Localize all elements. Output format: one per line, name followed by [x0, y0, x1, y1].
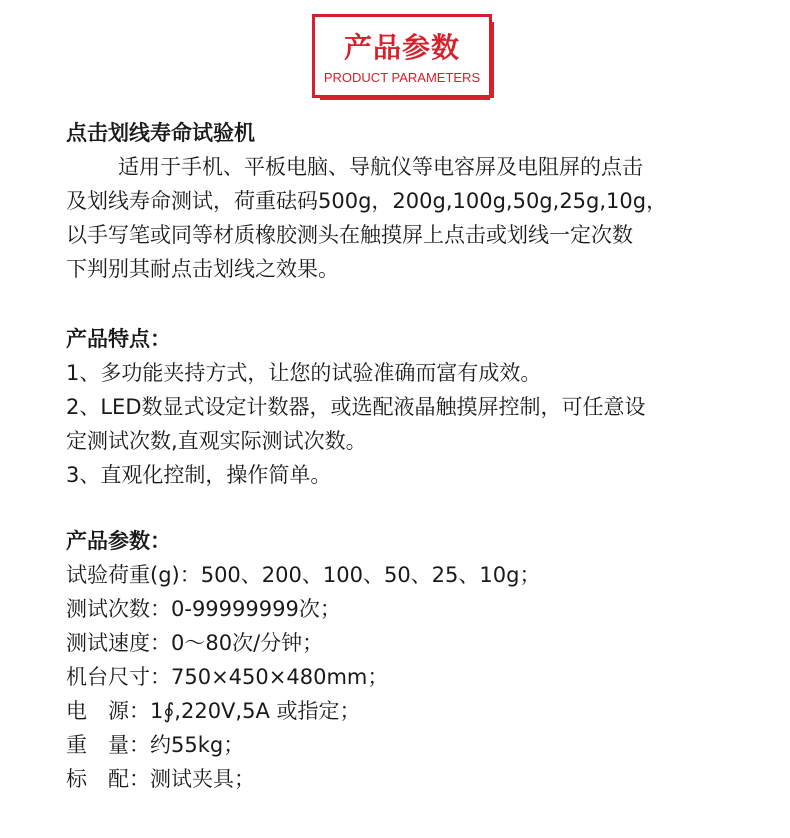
section-banner: [312, 14, 498, 102]
description-line: 以手写笔或同等材质橡胶测头在触摸屏上点击或划线一定次数: [66, 223, 633, 247]
spacer: [66, 286, 746, 322]
description-line: 适用于手机、平板电脑、导航仪等电容屏及电阻屏的点击: [118, 155, 643, 179]
product-name: 点击划线寿命试验机: [66, 121, 255, 145]
param-line: 试验荷重(g)：500、200、100、50、25、10g；: [66, 563, 541, 587]
param-line: 机台尺寸：750×450×480mm；: [66, 665, 389, 689]
feature-line: 3、直观化控制，操作简单。: [66, 463, 332, 487]
description-line: 下判别其耐点击划线之效果。: [66, 257, 339, 281]
param-line: 标 配：测试夹具；: [66, 767, 255, 791]
banner-frame-shadow-bottom: [320, 96, 490, 100]
banner-title: 产品参数: [343, 31, 460, 64]
features-heading: 产品特点：: [66, 327, 171, 351]
feature-line: 1、多功能夹持方式，让您的试验准确而富有成效。: [66, 361, 542, 385]
document-body: [66, 116, 746, 796]
param-line: 重 量：约55kg；: [66, 733, 245, 757]
param-line: 测试速度：0～80次/分钟；: [66, 631, 324, 655]
param-line: 测试次数：0-99999999次；: [66, 597, 341, 621]
spacer: [66, 492, 746, 524]
feature-line: 定测试次数,直观实际测试次数。: [66, 429, 367, 453]
banner-subtitle: PRODUCT PARAMETERS: [323, 70, 481, 85]
description-line: 及划线寿命测试，荷重砝码500g，200g,100g,50g,25g,10g，: [66, 189, 668, 213]
params-heading: 产品参数：: [66, 529, 171, 553]
param-line: 电 源：1∮,220V,5A 或指定；: [66, 699, 361, 723]
feature-line: 2、LED数显式设定计数器，或选配液晶触摸屏控制，可任意设: [66, 395, 646, 419]
